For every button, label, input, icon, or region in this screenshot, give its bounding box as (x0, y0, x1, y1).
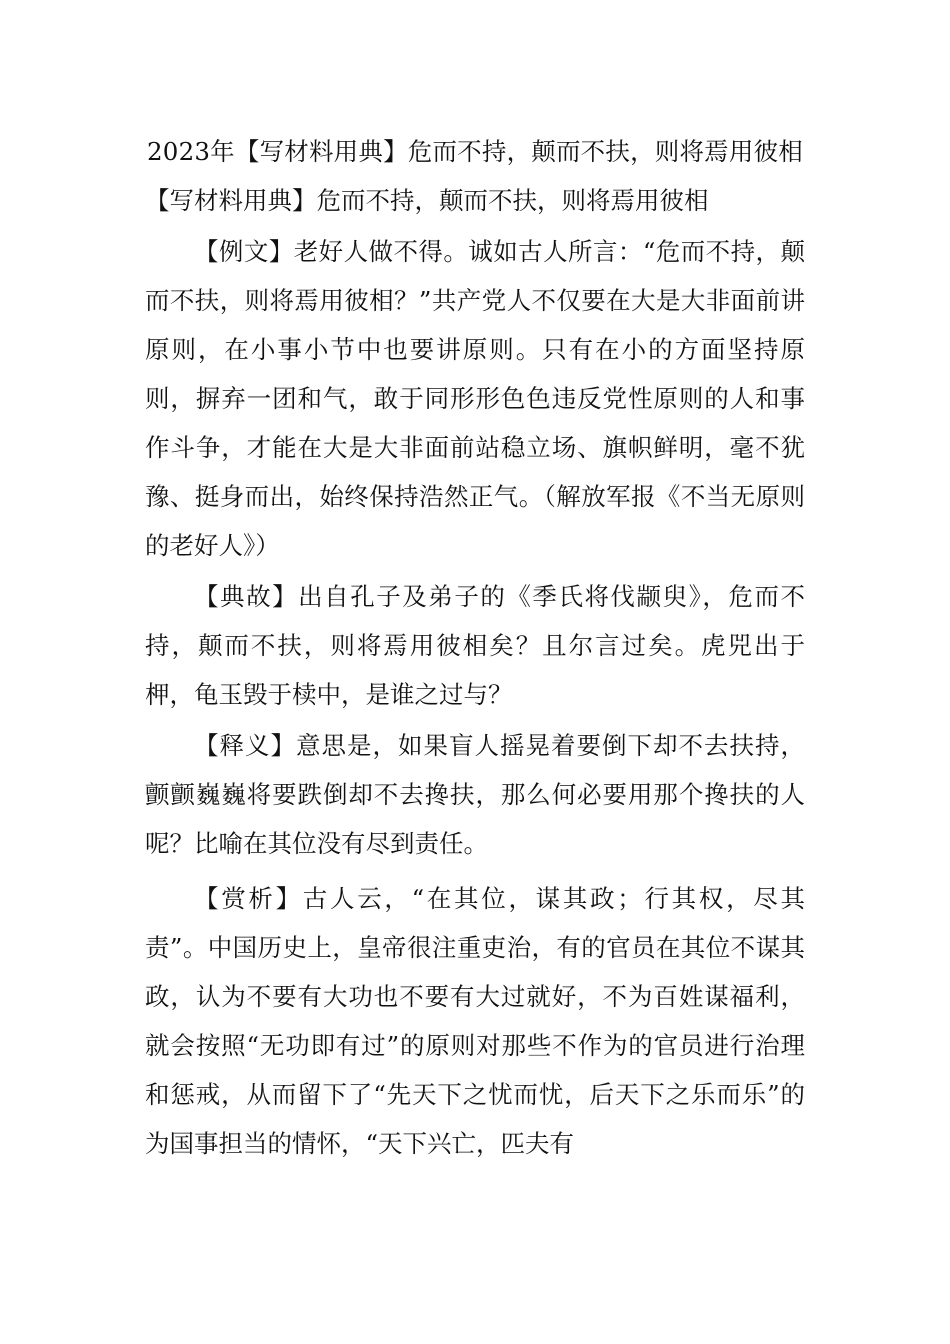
document-body (145, 127, 805, 1168)
paragraph-allusion: 【典故】出自孔子及弟子的《季氏将伐颛臾》，危而不持，颠而不扶，则将焉用彼相矣？且尔言过矣。虎兕出于柙，龟玉毁于椟中，是谁之过与？ (145, 582, 805, 709)
paragraph-meaning: 【释义】意思是，如果盲人摇晃着要倒下却不去扶持，颤颤巍巍将要跌倒却不去搀扶，那么何必要用那个搀扶的人呢？比喻在其位没有尽到责任。 (145, 731, 805, 858)
document-heading: 【写材料用典】危而不持，颠而不扶，则将焉用彼相 (145, 186, 709, 215)
document-title: 2023年【写材料用典】危而不持，颠而不扶，则将焉用彼相 (147, 137, 803, 166)
paragraph-appreciation: 【赏析】古人云，“在其位，谋其政；行其权，尽其责”。中国历史上，皇帝很注重吏治，有的官员在其位不谋其政，认为不要有大功也不要有大过就好，不为百姓谋福利，就会按照“无功即有过”的原则对那些不作为的官员进行治理和惩戒，从而留下了“先天下之忧而忧，后天下之乐而乐”的为国事担当的情怀，“天下兴亡，匹夫有 (145, 884, 805, 1158)
paragraph-example: 【例文】老好人做不得。诚如古人所言：“危而不持，颠而不扶，则将焉用彼相？”共产党人不仅要在大是大非面前讲原则，在小事小节中也要讲原则。只有在小的方面坚持原则，摒弃一团和气，敢于同形形色色违反党性原则的人和事作斗争，才能在大是大非面前站稳立场、旗帜鲜明，毫不犹豫、挺身而出，始终保持浩然正气。（解放军报《不当无原则的老好人》） (145, 237, 805, 560)
